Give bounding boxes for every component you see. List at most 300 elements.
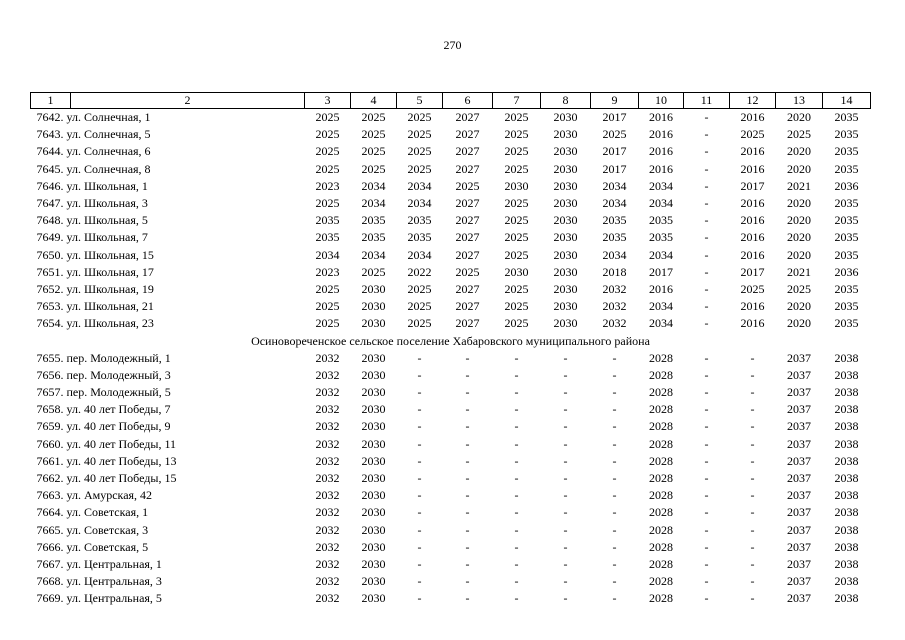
value-cell-col10: 2034 <box>649 247 673 262</box>
value-cell-col11: - <box>704 591 709 606</box>
table-row <box>31 453 871 470</box>
value-cell-col3: 2025 <box>315 299 340 314</box>
value-cell-col9: - <box>612 505 617 520</box>
value-cell-col10: 2035 <box>649 230 673 245</box>
value-cell-col5: - <box>417 436 422 451</box>
value-cell-col5: - <box>417 556 422 571</box>
value-cell-col9: 2032 <box>602 299 627 314</box>
value-cell-col11: - <box>704 436 709 451</box>
value-cell-col3: 2032 <box>315 505 340 520</box>
value-cell-col6: 2025 <box>455 264 480 279</box>
value-cell-col7: 2025 <box>504 316 529 331</box>
value-cell-col3: 2032 <box>315 419 340 434</box>
value-cell-col10: 2028 <box>649 505 673 520</box>
value-cell-col4: 2030 <box>361 436 386 451</box>
value-cell-col6: - <box>465 402 470 417</box>
value-cell-col7: 2025 <box>504 281 529 296</box>
table-row <box>31 418 871 435</box>
value-cell-col8: - <box>563 488 568 503</box>
value-cell-col7: - <box>514 574 519 589</box>
value-cell-col9: - <box>612 488 617 503</box>
value-cell-col14: 2038 <box>834 591 859 606</box>
value-cell-col5: - <box>417 385 422 400</box>
value-cell-col14: 2038 <box>834 453 859 468</box>
address-cell: 7669. ул. Центральная, 5 <box>36 591 162 606</box>
value-cell-col9: 2032 <box>602 316 627 331</box>
value-cell-col4: 2035 <box>361 213 386 228</box>
value-cell-col10: 2028 <box>649 539 673 554</box>
value-cell-col5: - <box>417 402 422 417</box>
value-cell-col14: 2036 <box>834 178 859 193</box>
value-cell-col5: - <box>417 367 422 382</box>
value-cell-col14: 2035 <box>834 281 859 296</box>
value-cell-col13: 2020 <box>787 110 811 125</box>
value-cell-col7: 2025 <box>504 196 529 211</box>
value-cell-col14: 2038 <box>834 385 859 400</box>
value-cell-col14: 2036 <box>834 264 859 279</box>
value-cell-col6: - <box>465 385 470 400</box>
header-cell-5: 5 <box>397 93 443 109</box>
value-cell-col11: - <box>704 367 709 382</box>
value-cell-col10: 2016 <box>649 110 673 125</box>
table-row <box>31 315 871 332</box>
value-cell-col10: 2034 <box>649 316 673 331</box>
table-row <box>31 281 871 298</box>
value-cell-col12: - <box>750 539 755 554</box>
value-cell-col12: - <box>750 385 755 400</box>
value-cell-col3: 2025 <box>315 281 340 296</box>
address-cell: 7663. ул. Амурская, 42 <box>36 488 153 503</box>
value-cell-col11: - <box>704 539 709 554</box>
address-cell: 7655. пер. Молодежный, 1 <box>36 350 171 365</box>
value-cell-col4: 2030 <box>361 522 386 537</box>
value-cell-col13: 2037 <box>787 591 811 606</box>
value-cell-col5: 2034 <box>407 178 432 193</box>
value-cell-col4: 2030 <box>361 591 386 606</box>
value-cell-col13: 2020 <box>787 213 811 228</box>
value-cell-col4: 2030 <box>361 281 386 296</box>
value-cell-col5: - <box>417 350 422 365</box>
value-cell-col3: 2025 <box>315 144 340 159</box>
value-cell-col13: 2037 <box>787 522 811 537</box>
address-cell: 7642. ул. Солнечная, 1 <box>36 110 151 125</box>
value-cell-col11: - <box>704 488 709 503</box>
value-cell-col10: 2034 <box>649 196 673 211</box>
value-cell-col5: - <box>417 574 422 589</box>
value-cell-col11: - <box>704 316 709 331</box>
table-row <box>31 109 871 127</box>
value-cell-col10: 2028 <box>649 436 673 451</box>
value-cell-col7: - <box>514 591 519 606</box>
value-cell-col12: - <box>750 556 755 571</box>
value-cell-col14: 2035 <box>834 316 859 331</box>
value-cell-col5: 2022 <box>407 264 432 279</box>
value-cell-col8: - <box>563 385 568 400</box>
table-row <box>31 126 871 143</box>
value-cell-col12: 2017 <box>740 178 765 193</box>
table-row <box>31 401 871 418</box>
value-cell-col13: 2020 <box>787 230 811 245</box>
value-cell-col7: - <box>514 436 519 451</box>
value-cell-col7: - <box>514 350 519 365</box>
value-cell-col6: - <box>465 419 470 434</box>
value-cell-col4: 2034 <box>361 178 386 193</box>
value-cell-col8: - <box>563 471 568 486</box>
value-cell-col14: 2038 <box>834 488 859 503</box>
value-cell-col9: 2032 <box>602 281 627 296</box>
address-cell: 7651. ул. Школьная, 17 <box>36 264 154 279</box>
table-row <box>31 573 871 590</box>
value-cell-col5: 2025 <box>407 299 432 314</box>
value-cell-col7: - <box>514 402 519 417</box>
header-cell-10: 10 <box>639 93 684 109</box>
value-cell-col8: 2030 <box>553 299 578 314</box>
value-cell-col4: 2034 <box>361 247 386 262</box>
value-cell-col7: 2025 <box>504 110 529 125</box>
data-table <box>30 92 871 607</box>
value-cell-col3: 2032 <box>315 453 340 468</box>
value-cell-col10: 2028 <box>649 591 673 606</box>
table-row <box>31 522 871 539</box>
value-cell-col6: 2027 <box>455 110 480 125</box>
address-cell: 7658. ул. 40 лет Победы, 7 <box>36 402 171 417</box>
value-cell-col7: - <box>514 385 519 400</box>
value-cell-col3: 2032 <box>315 436 340 451</box>
value-cell-col5: - <box>417 539 422 554</box>
value-cell-col11: - <box>704 127 709 142</box>
value-cell-col6: - <box>465 574 470 589</box>
value-cell-col8: 2030 <box>553 161 578 176</box>
value-cell-col9: 2025 <box>602 127 627 142</box>
value-cell-col5: 2025 <box>407 144 432 159</box>
value-cell-col8: 2030 <box>553 230 578 245</box>
value-cell-col8: - <box>563 574 568 589</box>
value-cell-col7: 2025 <box>504 230 529 245</box>
value-cell-col9: 2034 <box>602 178 627 193</box>
value-cell-col3: 2032 <box>315 488 340 503</box>
value-cell-col10: 2016 <box>649 127 673 142</box>
value-cell-col3: 2025 <box>315 161 340 176</box>
value-cell-col13: 2021 <box>787 178 811 193</box>
page-number: 270 <box>443 38 462 52</box>
value-cell-col5: 2035 <box>407 213 432 228</box>
value-cell-col6: 2027 <box>455 213 480 228</box>
value-cell-col13: 2037 <box>787 436 811 451</box>
value-cell-col12: 2016 <box>740 247 765 262</box>
table-row <box>31 470 871 487</box>
value-cell-col8: - <box>563 402 568 417</box>
value-cell-col14: 2035 <box>834 299 859 314</box>
value-cell-col3: 2032 <box>315 402 340 417</box>
value-cell-col6: 2027 <box>455 230 480 245</box>
value-cell-col7: - <box>514 419 519 434</box>
table-row <box>31 161 871 178</box>
value-cell-col13: 2037 <box>787 367 811 382</box>
address-cell: 7657. пер. Молодежный, 5 <box>36 385 171 400</box>
value-cell-col13: 2020 <box>787 161 811 176</box>
value-cell-col3: 2032 <box>315 471 340 486</box>
value-cell-col8: 2030 <box>553 264 578 279</box>
value-cell-col12: - <box>750 488 755 503</box>
address-cell: 7668. ул. Центральная, 3 <box>36 574 162 589</box>
value-cell-col9: - <box>612 419 617 434</box>
value-cell-col4: 2034 <box>361 196 386 211</box>
value-cell-col6: - <box>465 488 470 503</box>
value-cell-col11: - <box>704 402 709 417</box>
value-cell-col13: 2037 <box>787 402 811 417</box>
value-cell-col8: 2030 <box>553 213 578 228</box>
value-cell-col5: - <box>417 505 422 520</box>
value-cell-col6: - <box>465 591 470 606</box>
value-cell-col10: 2028 <box>649 453 673 468</box>
table-row <box>31 195 871 212</box>
value-cell-col10: 2028 <box>649 574 673 589</box>
value-cell-col10: 2016 <box>649 144 673 159</box>
value-cell-col13: 2037 <box>787 488 811 503</box>
value-cell-col13: 2037 <box>787 556 811 571</box>
value-cell-col12: - <box>750 574 755 589</box>
value-cell-col11: - <box>704 471 709 486</box>
address-cell: 7661. ул. 40 лет Победы, 13 <box>36 453 177 468</box>
value-cell-col8: 2030 <box>553 110 578 125</box>
value-cell-col11: - <box>704 574 709 589</box>
value-cell-col4: 2030 <box>361 367 386 382</box>
value-cell-col14: 2035 <box>834 230 859 245</box>
value-cell-col6: - <box>465 556 470 571</box>
value-cell-col11: - <box>704 350 709 365</box>
value-cell-col8: 2030 <box>553 316 578 331</box>
value-cell-col13: 2020 <box>787 299 811 314</box>
value-cell-col13: 2037 <box>787 385 811 400</box>
value-cell-col14: 2035 <box>834 110 859 125</box>
value-cell-col6: 2027 <box>455 281 480 296</box>
value-cell-col11: - <box>704 110 709 125</box>
table-row <box>31 143 871 160</box>
value-cell-col10: 2016 <box>649 161 673 176</box>
value-cell-col7: 2025 <box>504 127 529 142</box>
address-cell: 7667. ул. Центральная, 1 <box>36 556 162 571</box>
value-cell-col12: 2016 <box>740 213 765 228</box>
header-row <box>31 93 871 109</box>
value-cell-col14: 2035 <box>834 196 859 211</box>
value-cell-col13: 2037 <box>787 350 811 365</box>
value-cell-col6: 2025 <box>455 178 480 193</box>
value-cell-col6: - <box>465 471 470 486</box>
address-cell: 7650. ул. Школьная, 15 <box>36 247 154 262</box>
value-cell-col3: 2032 <box>315 539 340 554</box>
value-cell-col11: - <box>704 196 709 211</box>
value-cell-col14: 2038 <box>834 436 859 451</box>
value-cell-col9: - <box>612 471 617 486</box>
address-cell: 7662. ул. 40 лет Победы, 15 <box>36 471 177 486</box>
value-cell-col13: 2037 <box>787 471 811 486</box>
value-cell-col5: - <box>417 471 422 486</box>
value-cell-col9: 2018 <box>602 264 627 279</box>
value-cell-col5: 2025 <box>407 127 432 142</box>
table-row <box>31 298 871 315</box>
value-cell-col4: 2030 <box>361 350 386 365</box>
value-cell-col14: 2035 <box>834 247 859 262</box>
value-cell-col11: - <box>704 281 709 296</box>
value-cell-col10: 2028 <box>649 402 673 417</box>
value-cell-col7: - <box>514 556 519 571</box>
header-cell-7: 7 <box>493 93 541 109</box>
value-cell-col14: 2035 <box>834 144 859 159</box>
table-row <box>31 487 871 504</box>
value-cell-col5: - <box>417 453 422 468</box>
value-cell-col8: 2030 <box>553 144 578 159</box>
value-cell-col12: 2016 <box>740 196 765 211</box>
value-cell-col5: 2025 <box>407 161 432 176</box>
address-cell: 7649. ул. Школьная, 7 <box>36 230 148 245</box>
value-cell-col4: 2030 <box>361 505 386 520</box>
value-cell-col13: 2025 <box>787 127 811 142</box>
value-cell-col13: 2020 <box>787 144 811 159</box>
value-cell-col8: - <box>563 436 568 451</box>
header-cell-9: 9 <box>591 93 639 109</box>
value-cell-col10: 2028 <box>649 350 673 365</box>
value-cell-col10: 2016 <box>649 281 673 296</box>
value-cell-col6: 2027 <box>455 144 480 159</box>
header-cell-11: 11 <box>684 93 730 109</box>
value-cell-col7: 2030 <box>504 178 529 193</box>
value-cell-col12: 2016 <box>740 144 765 159</box>
value-cell-col11: - <box>704 144 709 159</box>
value-cell-col5: 2035 <box>407 230 432 245</box>
value-cell-col10: 2035 <box>649 213 673 228</box>
value-cell-col12: - <box>750 419 755 434</box>
value-cell-col5: 2025 <box>407 281 432 296</box>
value-cell-col13: 2037 <box>787 539 811 554</box>
value-cell-col12: - <box>750 522 755 537</box>
table-row <box>31 539 871 556</box>
value-cell-col9: - <box>612 453 617 468</box>
header-cell-6: 6 <box>443 93 493 109</box>
table-body <box>31 109 871 608</box>
value-cell-col11: - <box>704 419 709 434</box>
value-cell-col7: - <box>514 505 519 520</box>
value-cell-col14: 2035 <box>834 161 859 176</box>
value-cell-col3: 2023 <box>315 178 340 193</box>
table-row <box>31 247 871 264</box>
table-row <box>31 212 871 229</box>
value-cell-col6: - <box>465 367 470 382</box>
value-cell-col8: - <box>563 350 568 365</box>
value-cell-col8: - <box>563 505 568 520</box>
value-cell-col4: 2030 <box>361 471 386 486</box>
value-cell-col9: - <box>612 385 617 400</box>
value-cell-col4: 2030 <box>361 488 386 503</box>
value-cell-col12: 2016 <box>740 230 765 245</box>
value-cell-col4: 2030 <box>361 556 386 571</box>
value-cell-col11: - <box>704 505 709 520</box>
address-cell: 7647. ул. Школьная, 3 <box>36 196 148 211</box>
value-cell-col9: 2034 <box>602 196 627 211</box>
value-cell-col10: 2017 <box>649 264 673 279</box>
value-cell-col10: 2028 <box>649 419 673 434</box>
value-cell-col14: 2038 <box>834 350 859 365</box>
value-cell-col9: - <box>612 436 617 451</box>
section-title: Осиновореченское сельское поселение Хабаровского муниципального района <box>251 333 650 348</box>
value-cell-col12: - <box>750 471 755 486</box>
value-cell-col6: - <box>465 350 470 365</box>
value-cell-col10: 2028 <box>649 385 673 400</box>
value-cell-col8: - <box>563 419 568 434</box>
value-cell-col5: 2025 <box>407 316 432 331</box>
value-cell-col3: 2025 <box>315 110 340 125</box>
header-cell-12: 12 <box>730 93 776 109</box>
value-cell-col10: 2028 <box>649 488 673 503</box>
section-row <box>31 332 871 349</box>
address-cell: 7645. ул. Солнечная, 8 <box>36 161 151 176</box>
value-cell-col7: - <box>514 367 519 382</box>
value-cell-col7: - <box>514 488 519 503</box>
value-cell-col11: - <box>704 264 709 279</box>
value-cell-col13: 2037 <box>787 419 811 434</box>
value-cell-col7: 2025 <box>504 213 529 228</box>
value-cell-col10: 2034 <box>649 178 673 193</box>
value-cell-col9: 2034 <box>602 247 627 262</box>
value-cell-col9: 2017 <box>602 161 627 176</box>
table-row <box>31 367 871 384</box>
value-cell-col6: - <box>465 436 470 451</box>
value-cell-col13: 2020 <box>787 316 811 331</box>
address-cell: 7652. ул. Школьная, 19 <box>36 281 154 296</box>
value-cell-col11: - <box>704 299 709 314</box>
value-cell-col8: 2030 <box>553 196 578 211</box>
value-cell-col4: 2025 <box>361 110 386 125</box>
value-cell-col12: 2017 <box>740 264 765 279</box>
value-cell-col12: - <box>750 591 755 606</box>
address-cell: 7643. ул. Солнечная, 5 <box>36 127 151 142</box>
address-cell: 7644. ул. Солнечная, 6 <box>36 144 151 159</box>
value-cell-col4: 2025 <box>361 161 386 176</box>
value-cell-col8: - <box>563 556 568 571</box>
value-cell-col5: 2034 <box>407 247 432 262</box>
value-cell-col14: 2038 <box>834 522 859 537</box>
value-cell-col7: 2025 <box>504 299 529 314</box>
value-cell-col12: 2025 <box>740 281 765 296</box>
value-cell-col8: 2030 <box>553 281 578 296</box>
value-cell-col11: - <box>704 178 709 193</box>
value-cell-col9: - <box>612 402 617 417</box>
value-cell-col9: - <box>612 591 617 606</box>
header-cell-4: 4 <box>351 93 397 109</box>
value-cell-col12: 2016 <box>740 299 765 314</box>
value-cell-col6: 2027 <box>455 161 480 176</box>
header-cell-13: 13 <box>776 93 823 109</box>
value-cell-col3: 2032 <box>315 522 340 537</box>
value-cell-col11: - <box>704 522 709 537</box>
value-cell-col7: - <box>514 522 519 537</box>
value-cell-col11: - <box>704 161 709 176</box>
value-cell-col12: - <box>750 402 755 417</box>
header-cell-2: 2 <box>71 93 305 109</box>
value-cell-col13: 2037 <box>787 453 811 468</box>
value-cell-col6: 2027 <box>455 196 480 211</box>
header-cell-1: 1 <box>31 93 71 109</box>
value-cell-col7: - <box>514 471 519 486</box>
value-cell-col12: 2016 <box>740 110 765 125</box>
value-cell-col4: 2030 <box>361 385 386 400</box>
value-cell-col6: 2027 <box>455 247 480 262</box>
value-cell-col4: 2035 <box>361 230 386 245</box>
address-cell: 7648. ул. Школьная, 5 <box>36 213 148 228</box>
value-cell-col14: 2038 <box>834 367 859 382</box>
value-cell-col6: - <box>465 453 470 468</box>
value-cell-col8: - <box>563 539 568 554</box>
value-cell-col4: 2025 <box>361 144 386 159</box>
